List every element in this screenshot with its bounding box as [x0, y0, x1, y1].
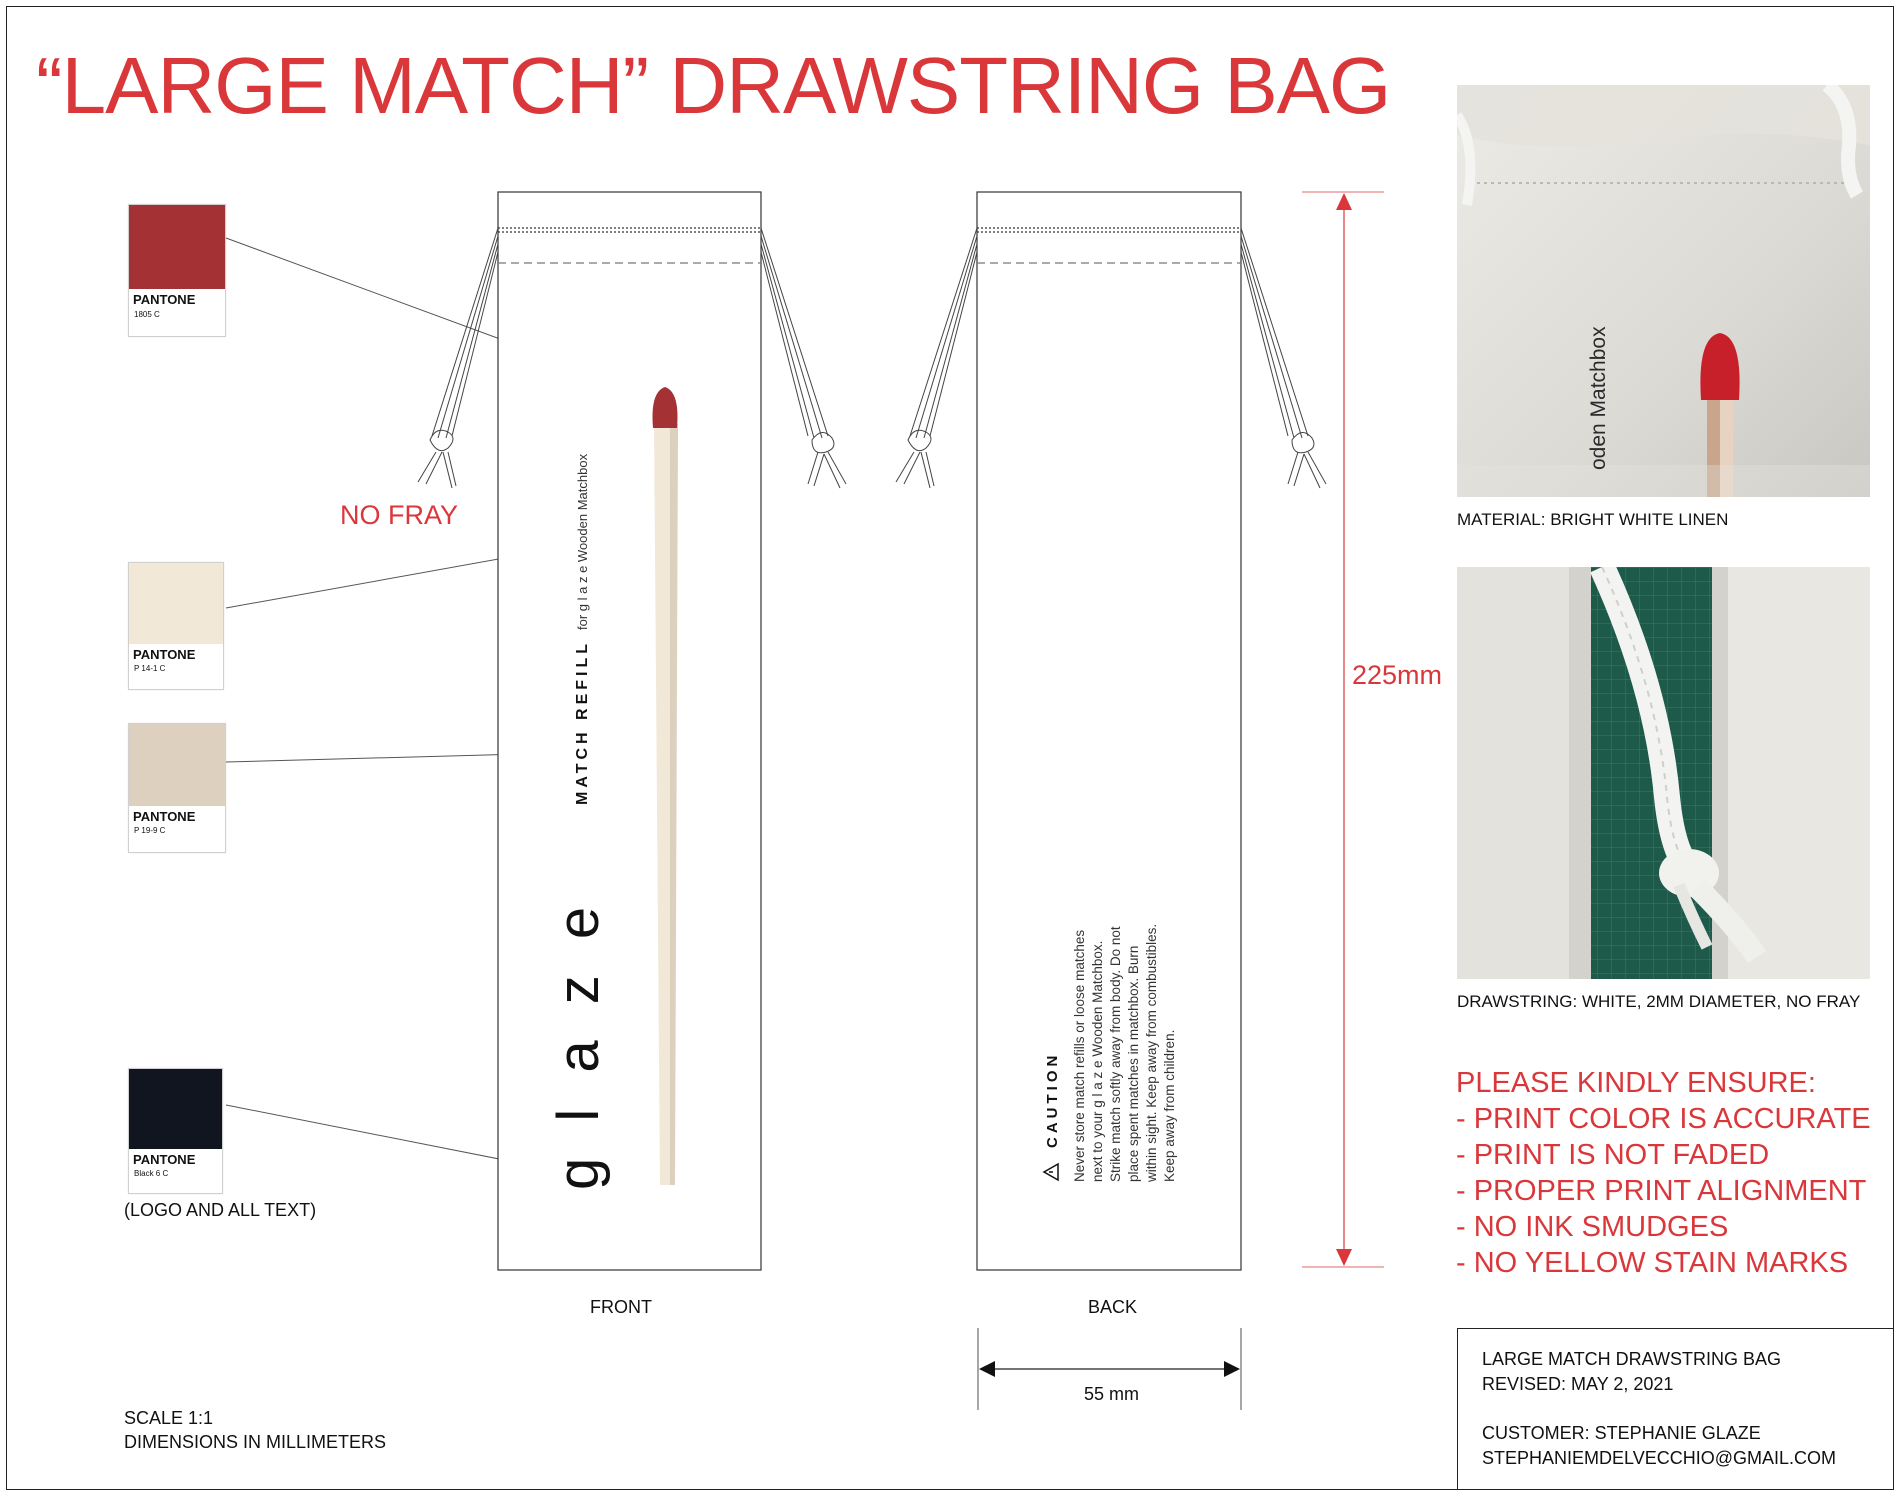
swatch-code: Black 6 C	[134, 1169, 169, 1178]
caution-line-2: next to your g l a z e Wooden Matchbox.	[1090, 940, 1105, 1182]
height-dimension-label: 225mm	[1352, 660, 1443, 690]
notes-item: - PRINT IS NOT FADED	[1456, 1139, 1770, 1171]
no-fray-label: NO FRAY	[340, 500, 459, 530]
width-dimension-label: 55 mm	[1084, 1384, 1140, 1404]
drawstring-closeup	[1457, 567, 1870, 979]
back-drawstring-left	[896, 228, 977, 488]
swatch-code: P 14-1 C	[134, 664, 166, 673]
front-drawstring-left	[418, 228, 498, 488]
back-drawstring-right	[1241, 228, 1326, 488]
front-for-text: for g l a z e Wooden Matchbox	[575, 453, 590, 630]
material-photo	[1457, 85, 1870, 497]
logo-note: (LOGO AND ALL TEXT)	[124, 1200, 317, 1220]
info-customer: CUSTOMER: STEPHANIE GLAZE	[1482, 1423, 1761, 1443]
info-revised: REVISED: MAY 2, 2021	[1482, 1374, 1674, 1394]
caution-title: CAUTION	[1044, 1051, 1061, 1148]
title-block	[1457, 1328, 1894, 1490]
swatch-code: 1805 C	[134, 310, 160, 319]
caution-line-1: Never store match refills or loose matches	[1072, 929, 1087, 1182]
swatch-brand: PANTONE	[133, 647, 196, 662]
swatch-brand: PANTONE	[133, 809, 196, 824]
caution-line-6: Keep away from children.	[1162, 1029, 1177, 1182]
notes-item: - PROPER PRINT ALIGNMENT	[1456, 1175, 1867, 1207]
info-email: STEPHANIEMDELVECCHIO@GMAIL.COM	[1482, 1448, 1836, 1468]
quality-notes	[1456, 1065, 1871, 1281]
swatch-code: P 19-9 C	[134, 826, 166, 835]
page-title: “LARGE MATCH” DRAWSTRING BAG	[36, 41, 1391, 130]
drawstring-photo	[1457, 567, 1870, 979]
front-label: FRONT	[590, 1297, 652, 1317]
front-match-refill: MATCH REFILL	[574, 639, 591, 805]
notes-item: - PRINT COLOR IS ACCURATE	[1456, 1103, 1871, 1135]
material-caption: MATERIAL: BRIGHT WHITE LINEN	[1457, 510, 1729, 529]
front-bag	[498, 192, 761, 1270]
caution-line-3: Strike match softly away from body. Do not	[1108, 926, 1123, 1182]
height-dimension	[1302, 192, 1384, 1267]
notes-item: - NO INK SMUDGES	[1456, 1211, 1729, 1243]
caution-line-5: within sight. Keep away from combustibles.	[1144, 923, 1159, 1182]
notes-heading: PLEASE KINDLY ENSURE:	[1456, 1067, 1816, 1099]
swatch-brand: PANTONE	[133, 1152, 196, 1167]
material-print-text: oden Matchbox	[1587, 326, 1610, 470]
scale-text: SCALE 1:1	[124, 1408, 214, 1428]
caution-line-4: place spent matches in matchbox. Burn	[1126, 945, 1141, 1182]
info-product: LARGE MATCH DRAWSTRING BAG	[1482, 1349, 1782, 1369]
swatch-brand: PANTONE	[133, 292, 196, 307]
front-logo: g l a z e	[546, 896, 611, 1190]
back-label: BACK	[1088, 1297, 1138, 1317]
notes-item: - NO YELLOW STAIN MARKS	[1456, 1247, 1849, 1279]
drawstring-caption: DRAWSTRING: WHITE, 2MM DIAMETER, NO FRAY	[1457, 992, 1861, 1011]
dimensions-unit-text: DIMENSIONS IN MILLIMETERS	[124, 1432, 387, 1452]
front-drawstring-right	[761, 228, 846, 488]
linen-texture	[1457, 85, 1870, 497]
